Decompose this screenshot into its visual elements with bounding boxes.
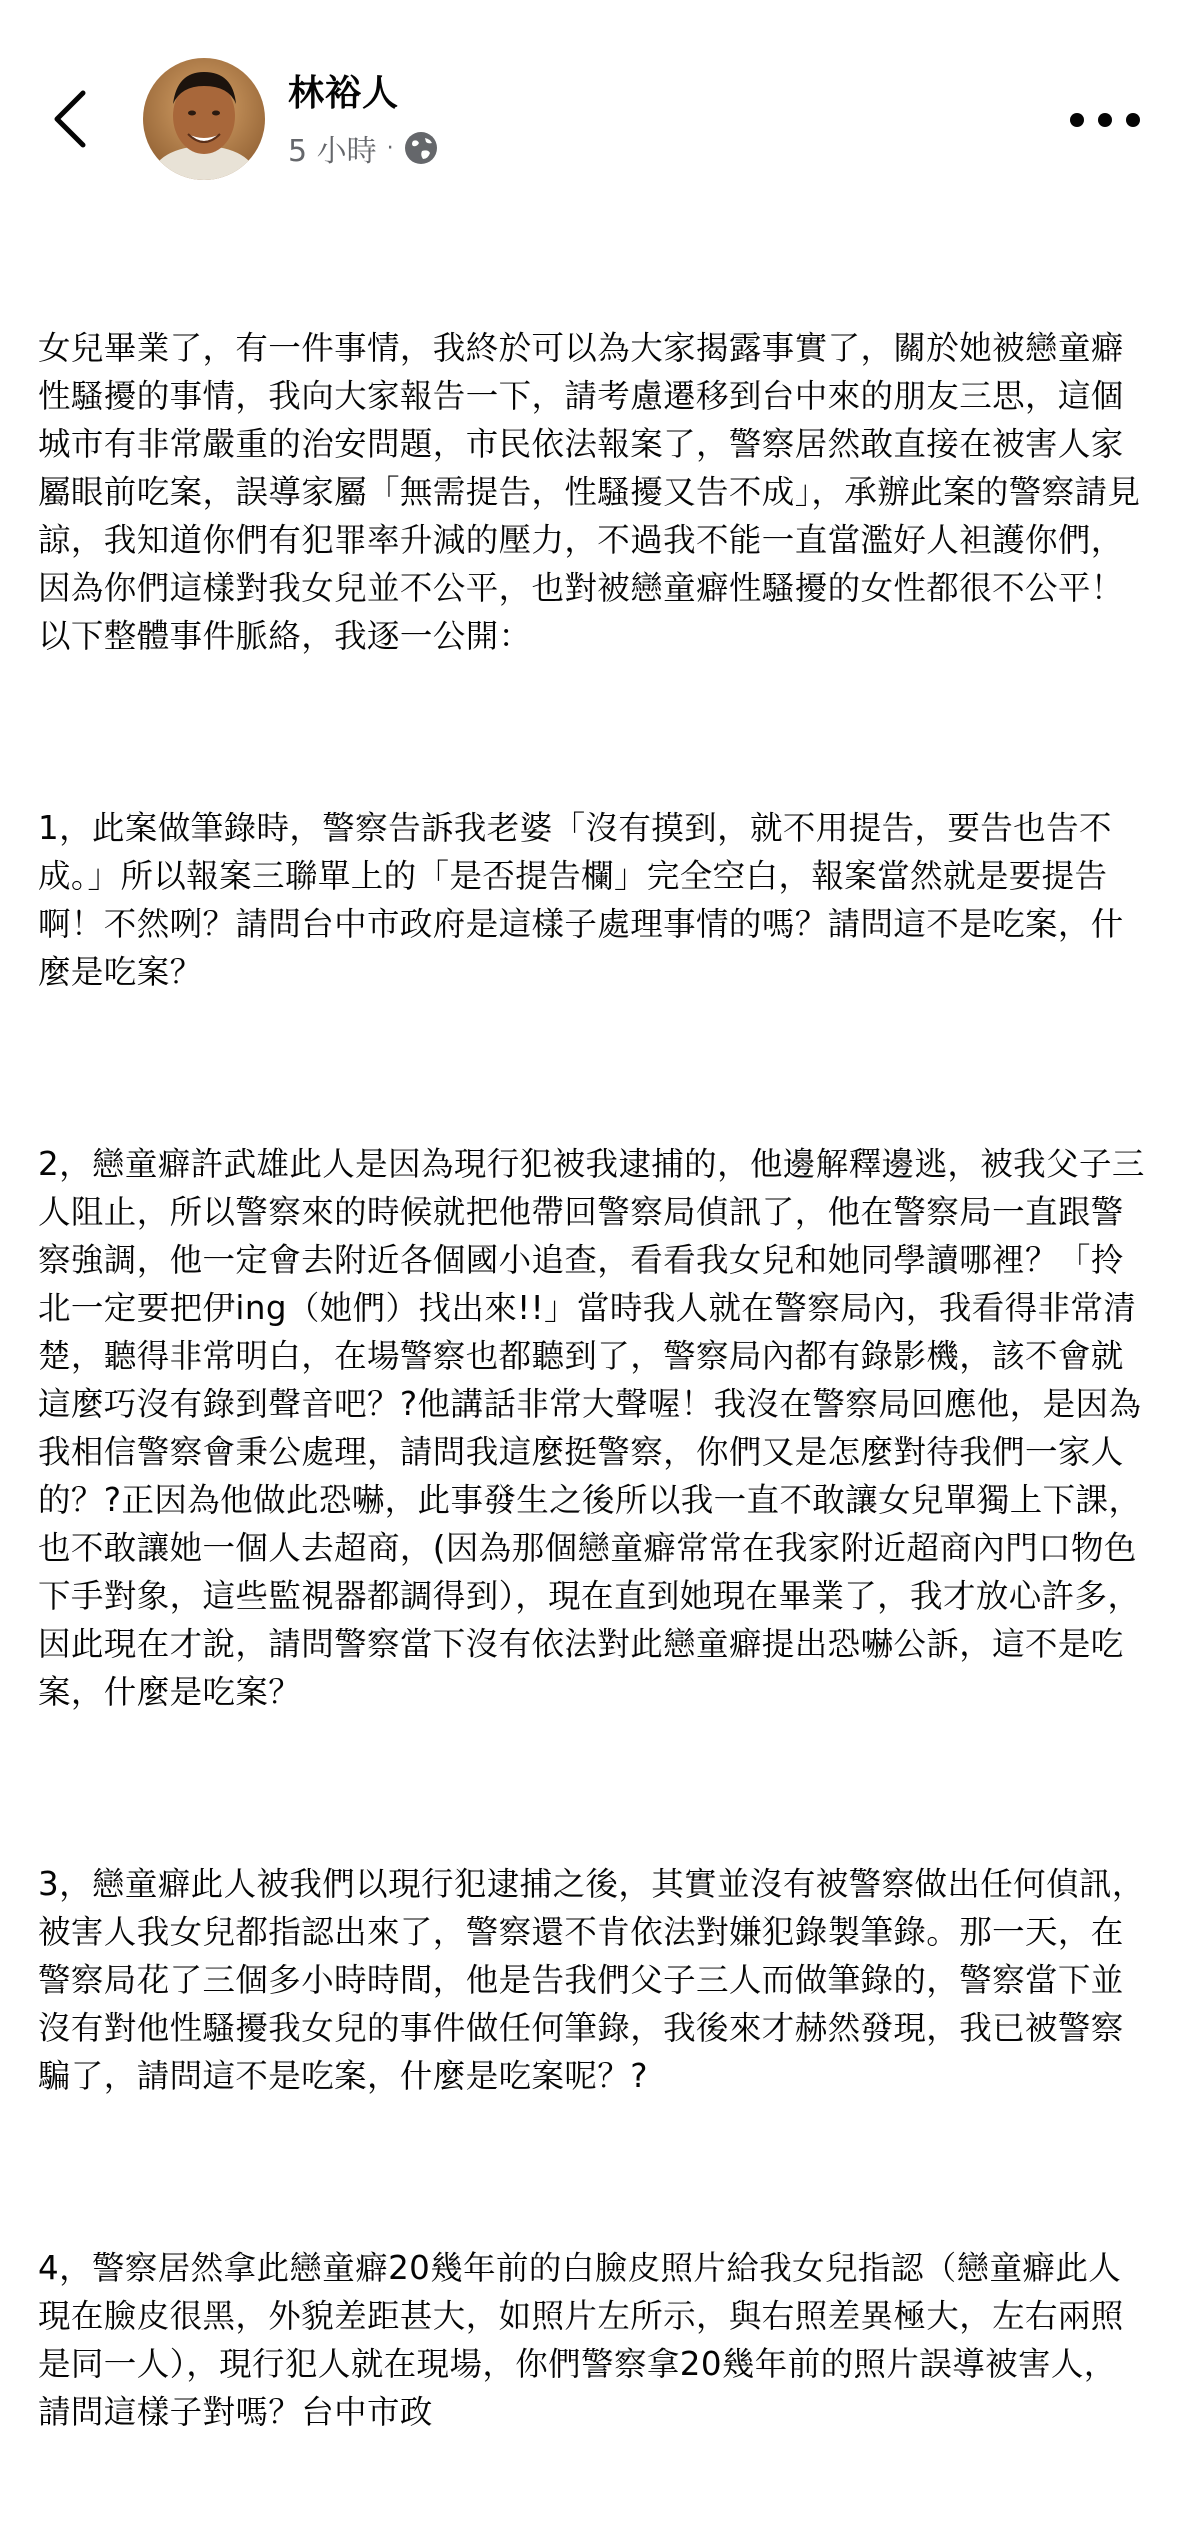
post-paragraph: 1，此案做筆錄時，警察告訴我老婆「沒有摸到，就不用提告，要告也告不成。」所以報案三聯單上的「是否提告欄」完全空白，報案當然就是要提告啊！不然咧？請問台中市政府是這樣子處理事情的嗎？請問這不是吃案，什麼是吃案？ xyxy=(38,809,1124,991)
post-text xyxy=(38,228,1148,2532)
post-timestamp[interactable]: 5 小時 xyxy=(288,134,377,169)
post-paragraph: 4，警察居然拿此戀童癖20幾年前的白臉皮照片給我女兒指認（戀童癖此人現在臉皮很黑，外貌差距甚大，如照片左所示，與右照差異極大，左右兩照是同一人），現行犯人就在現場，你們警察拿20幾年前的照片誤導被害人，請問這樣子對嗎？台中市政 xyxy=(38,2249,1124,2431)
chevron-left-icon xyxy=(53,89,87,149)
more-horizontal-icon-dot xyxy=(1098,113,1112,127)
more-horizontal-icon-dot xyxy=(1126,113,1140,127)
globe-icon xyxy=(404,131,438,165)
post-paragraph: 女兒畢業了，有一件事情，我終於可以為大家揭露事實了，關於她被戀童癖性騷擾的事情，我向大家報告一下，請考慮遷移到台中來的朋友三思，這個城市有非常嚴重的治安問題，市民依法報案了，警察居然敢直接在被害人家屬眼前吃案，誤導家屬「無需提告，性騷擾又告不成」，承辦此案的警察請見諒，我知道你們有犯罪率升減的壓力，不過我不能一直當濫好人袒護你們，因為你們這樣對我女兒並不公平，也對被戀童癖性騷擾的女性都很不公平！以下整體事件脈絡，我逐一公開： xyxy=(38,329,1141,655)
more-options-button[interactable] xyxy=(1070,96,1140,144)
back-button[interactable] xyxy=(40,82,100,156)
avatar-image xyxy=(143,58,265,180)
post-meta xyxy=(288,126,438,170)
post-paragraph: 3，戀童癖此人被我們以現行犯逮捕之後，其實並沒有被警察做出任何偵訊，被害人我女兒都指認出來了，警察還不肯依法對嫌犯錄製筆錄。那一天，在警察局花了三個多小時時間，他是告我們父子三人而做筆錄的，警察當下並沒有對他性騷擾我女兒的事件做任何筆錄，我後來才赫然發現，我已被警察騙了，請問這不是吃案，什麼是吃案呢？? xyxy=(38,1865,1145,2095)
post-header xyxy=(0,0,1179,200)
more-horizontal-icon-dot xyxy=(1070,113,1084,127)
avatar[interactable] xyxy=(143,58,265,180)
author-name[interactable]: 林裕人 xyxy=(288,73,400,114)
meta-separator: · xyxy=(386,135,394,161)
post-paragraph: 2，戀童癖許武雄此人是因為現行犯被我逮捕的，他邊解釋邊逃，被我父子三人阻止，所以警察來的時候就把他帶回警察局偵訊了，他在警察局一直跟警察強調，他一定會去附近各個國小追查，看看我女兒和她同學讀哪裡？「拎北一定要把伊ing（她們）找出來!!」當時我人就在警察局內，我看得非常清楚，聽得非常明白，在場警察也都聽到了，警察局內都有錄影機，該不會就這麼巧沒有錄到聲音吧？?他講話非常大聲喔！我沒在警察局回應他，是因為我相信警察會秉公處理，請問我這麼挺警察，你們又是怎麼對待我們一家人的？?正因為他做此恐嚇，此事發生之後所以我一直不敢讓女兒單獨上下課，也不敢讓她一個人去超商，(因為那個戀童癖常常在我家附近超商內門口物色下手對象，這些監視器都調得到），現在直到她現在畢業了，我才放心許多，因此現在才說，請問警察當下沒有依法對此戀童癖提出恐嚇公訴，這不是吃案，什麼是吃案？ xyxy=(38,1145,1145,1711)
